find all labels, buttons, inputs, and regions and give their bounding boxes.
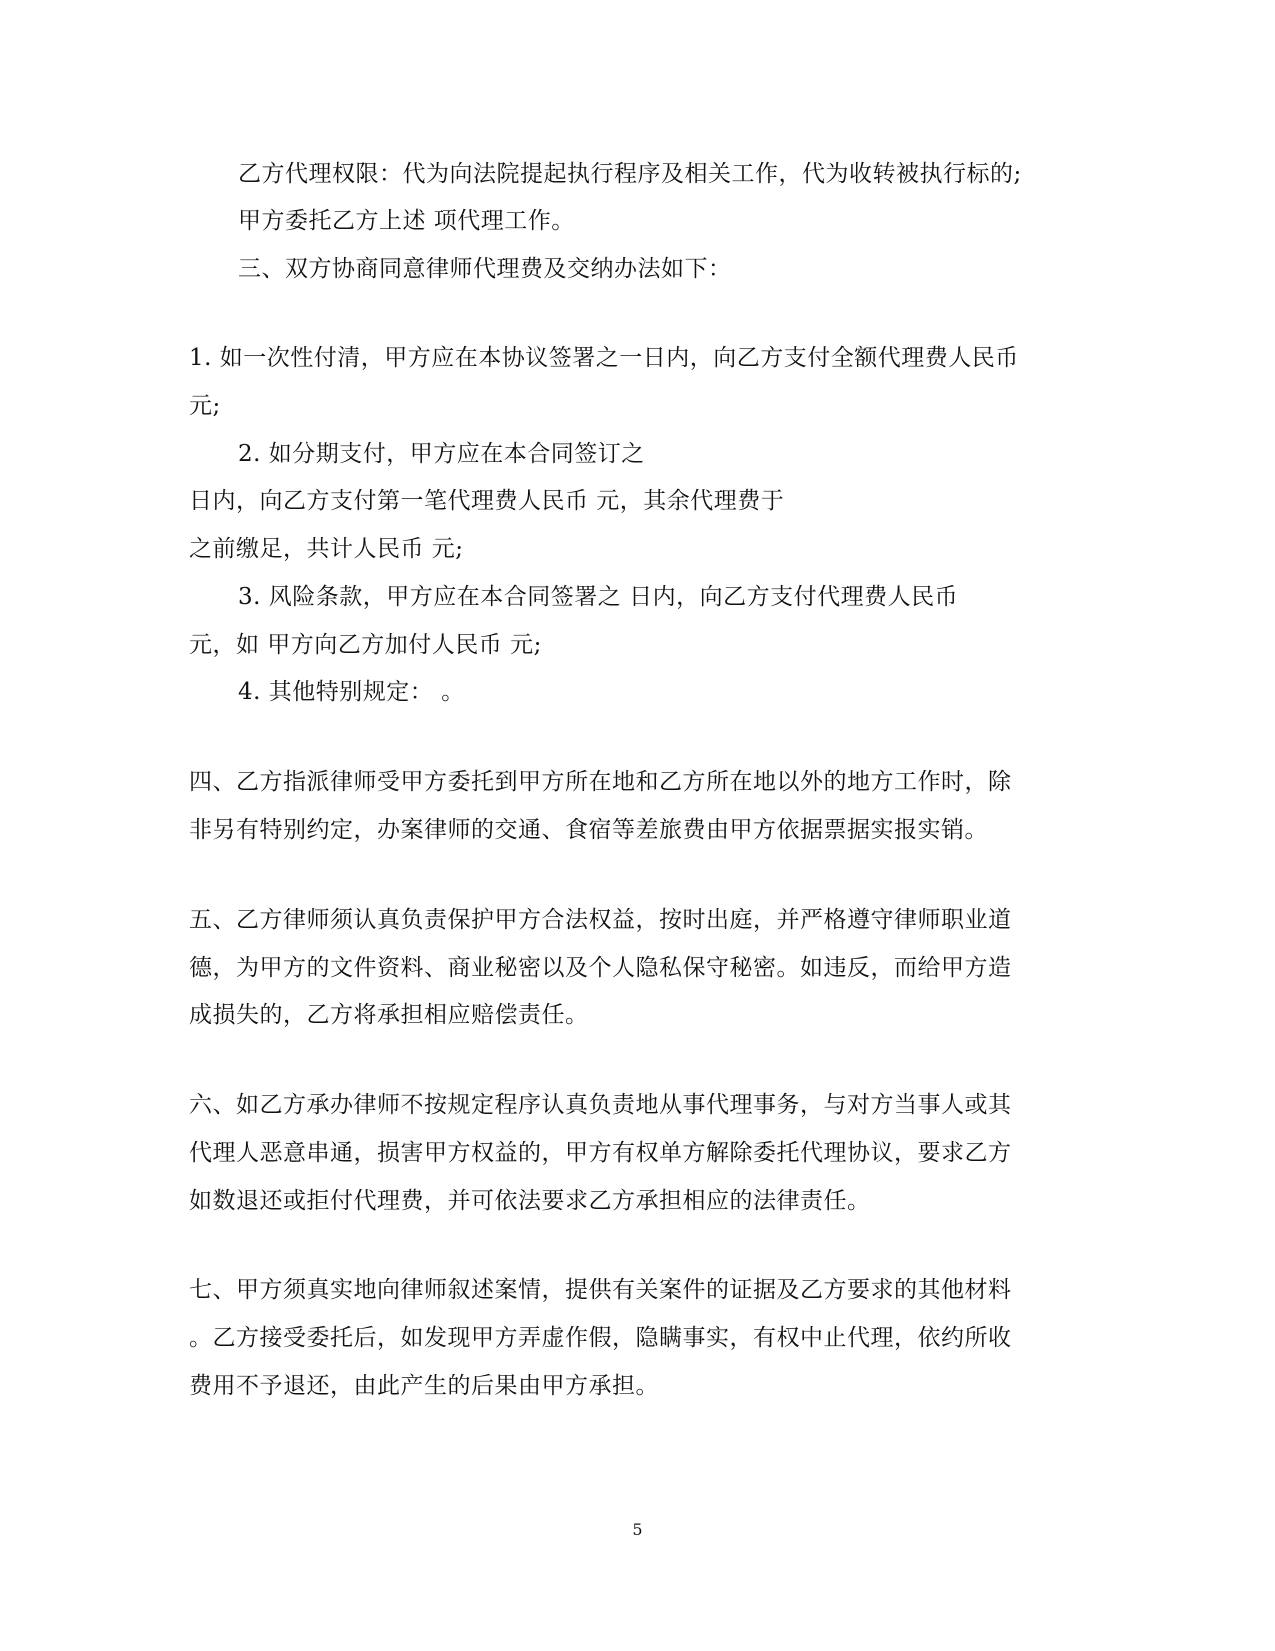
text-line-8: 之前缴足，共计人民币 元; (189, 536, 464, 562)
text-line-22: 费用不予退还，由此产生的后果由甲方承担。 (189, 1373, 659, 1399)
text-line-6: 2. 如分期支付，甲方应在本合同签订之 (238, 441, 645, 467)
text-line-7: 日内，向乙方支付第一笔代理费人民币 元，其余代理费于 (189, 488, 785, 514)
text-line-4: 1. 如一次性付清，甲方应在本协议签署之一日内，向乙方支付全额代理费人民币 (189, 345, 1019, 371)
text-line-18: 代理人恶意串通，损害甲方权益的，甲方有权单方解除委托代理协议，要求乙方 (189, 1140, 1012, 1166)
text-line-10: 元，如 甲方向乙方加付人民币 元; (189, 632, 542, 658)
text-line-1: 乙方代理权限：代为向法院提起执行程序及相关工作，代为收转被执行标的; (238, 161, 1022, 187)
text-line-16: 成损失的，乙方将承担相应赔偿责任。 (189, 1002, 589, 1028)
text-line-19: 如数退还或拒付代理费，并可依法要求乙方承担相应的法律责任。 (189, 1188, 871, 1214)
text-line-5: 元; (189, 393, 221, 419)
text-line-12: 四、乙方指派律师受甲方委托到甲方所在地和乙方所在地以外的地方工作时，除 (189, 769, 1012, 795)
text-line-11: 4. 其他特别规定： 。 (238, 679, 465, 705)
text-line-17: 六、如乙方承办律师不按规定程序认真负责地从事代理事务，与对方当事人或其 (189, 1092, 1012, 1118)
text-line-20: 七、甲方须真实地向律师叙述案情，提供有关案件的证据及乙方要求的其他材料 (189, 1277, 1012, 1303)
text-line-2: 甲方委托乙方上述 项代理工作。 (238, 208, 575, 234)
text-line-9: 3. 风险条款，甲方应在本合同签署之 日内，向乙方支付代理费人民币 (238, 584, 959, 610)
text-line-21: 。乙方接受委托后，如发现甲方弄虚作假，隐瞒事实，有权中止代理，依约所收 (189, 1325, 1012, 1351)
text-line-13: 非另有特别约定，办案律师的交通、食宿等差旅费由甲方依据票据实报实销。 (189, 817, 988, 843)
text-line-15: 德，为甲方的文件资料、商业秘密以及个人隐私保守秘密。如违反，而给甲方造 (189, 955, 1012, 981)
page-number: 5 (632, 1520, 643, 1539)
text-line-14: 五、乙方律师须认真负责保护甲方合法权益，按时出庭，并严格遵守律师职业道 (189, 907, 1012, 933)
text-line-3: 三、双方协商同意律师代理费及交纳办法如下： (238, 256, 732, 282)
